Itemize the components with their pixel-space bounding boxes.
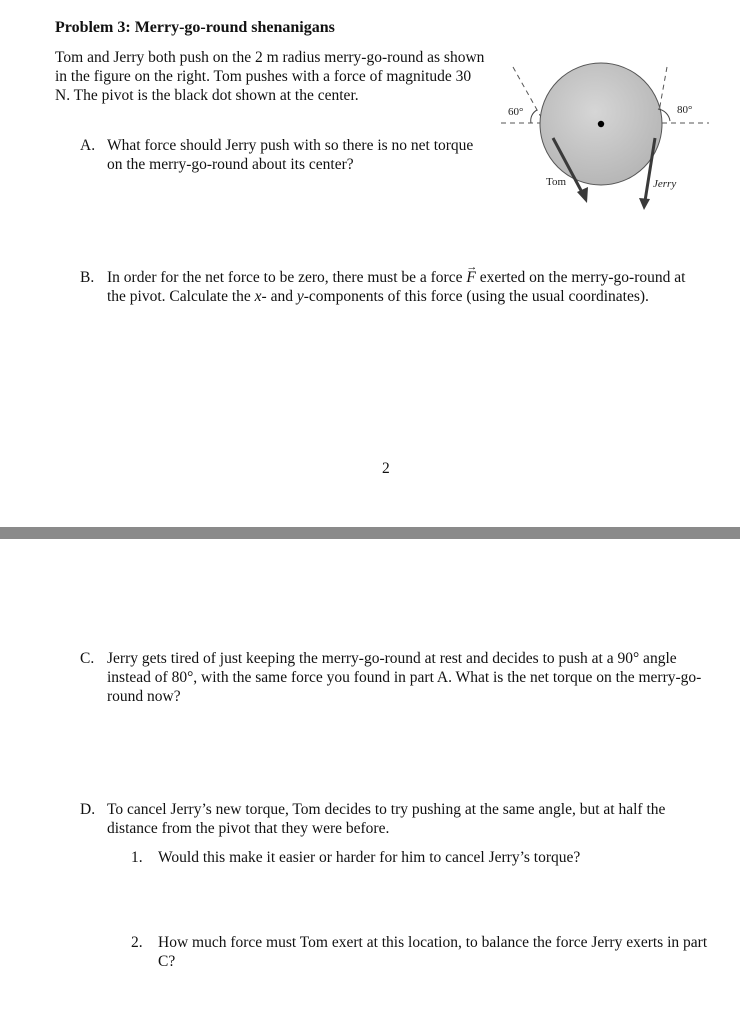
question-b — [80, 261, 692, 306]
question-d1 — [131, 848, 691, 867]
question-c — [80, 649, 710, 706]
x-variable: x — [254, 288, 262, 305]
question-c-text: Jerry gets tired of just keeping the merry-go-round at rest and decides to push at a 90° angle instead of 80°, with the same force you found in part A. What is the net torque on the merry-go-round now? — [107, 650, 702, 705]
page-number: 2 — [382, 460, 390, 477]
question-a — [80, 136, 480, 174]
pivot-dot — [598, 121, 604, 127]
tom-label: Tom — [546, 176, 567, 188]
question-d2-text: How much force must Tom exert at this location, to balance the force Jerry exerts in part C? — [158, 934, 708, 970]
problem-intro: Tom and Jerry both push on the 2 m radius merry-go-round as shown in the figure on the right. Tom pushes with a force of magnitude 30 N. The pivot is the black dot shown at the center. — [55, 49, 485, 104]
question-b-text: In order for the net force to be zero, there must be a force → F exerted on the merry-go-round at the pivot. Calculate the x- and y-components of this force (using the usual coordinates). — [107, 261, 686, 305]
merry-go-round-figure — [495, 55, 730, 220]
jerry-angle-label: 80° — [677, 104, 693, 116]
question-d1-text: Would this make it easier or harder for him to cancel Jerry’s torque? — [158, 849, 581, 866]
question-d-letter: D. — [80, 801, 96, 818]
force-vector-symbol: → F — [466, 261, 478, 286]
jerry-arrowhead — [639, 198, 650, 210]
question-a-text: What force should Jerry push with so there is no net torque on the merry-go-round about its center? — [107, 137, 474, 173]
question-d — [80, 800, 710, 838]
tom-angle-label: 60° — [508, 106, 524, 118]
question-d2-number: 2. — [131, 934, 143, 951]
question-b-letter: B. — [80, 269, 95, 286]
question-d1-number: 1. — [131, 849, 143, 866]
y-variable: y — [296, 288, 304, 305]
tom-angle-arc — [531, 110, 537, 123]
question-d-text: To cancel Jerry’s new torque, Tom decides to try pushing at the same angle, but at half the distance from the pivot that they were before. — [107, 801, 666, 837]
question-c-letter: C. — [80, 650, 95, 667]
problem-title: Problem 3: Merry-go-round shenanigans — [55, 19, 335, 36]
jerry-label: Jerry — [653, 178, 677, 190]
tom-arrowhead — [577, 187, 588, 203]
page-separator-bar — [0, 527, 740, 539]
question-d2 — [131, 933, 721, 971]
question-a-letter: A. — [80, 137, 96, 154]
